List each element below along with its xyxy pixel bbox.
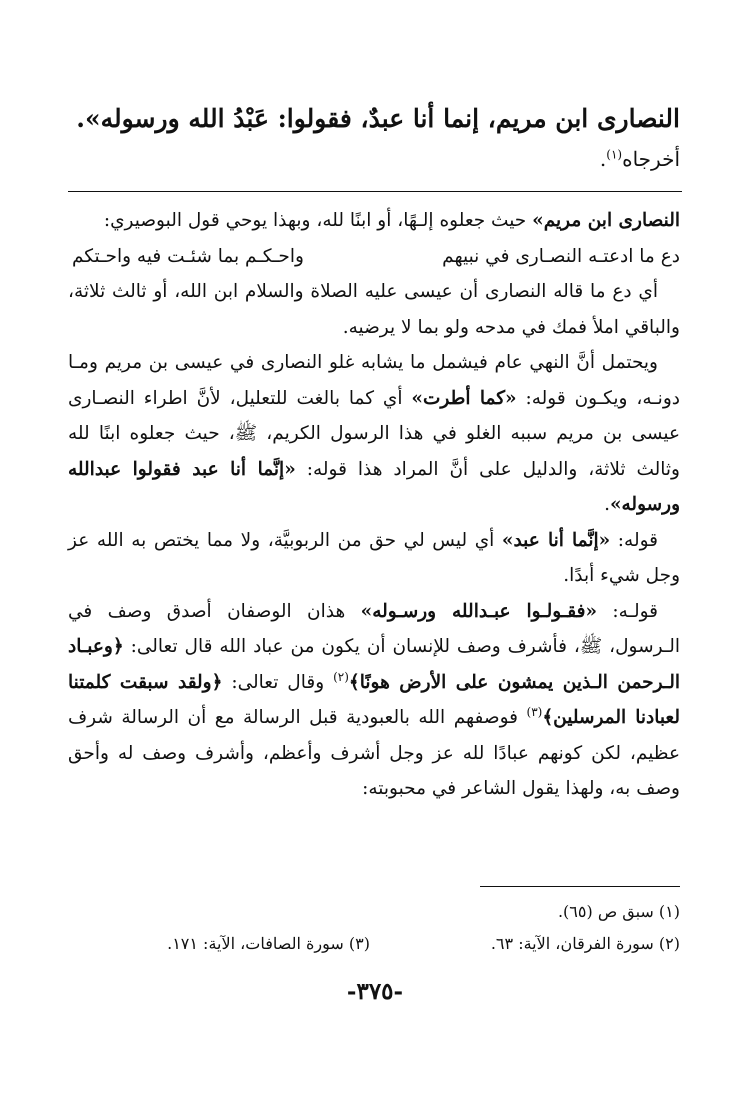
paragraph-text: أي ليس لي حق من الربوبيَّة، ولا مما يختص به الله عز وجل شيء أبدًا. [68, 529, 680, 586]
hadith-text: النصارى ابن مريم، إنما أنا عبدٌ، فقولوا: عَبْدُ الله ورسوله». [76, 104, 680, 133]
commentary-body [68, 203, 680, 807]
paragraph-text: أي كما بالغت للتعليل، لأنَّ اطراء النصـارى عيسى بن مريم سببه الغلو في هذا الرسول الكريم، ﷺ، حيث جعلوه ابنًا لله وثالث ثلاثة، والدليل على أنَّ المراد هذا قوله: [68, 387, 680, 480]
commentary-paragraph-2: أي دع ما قاله النصارى أن عيسى عليه الصلاة والسلام ابن الله، أو ثالث ثلاثة، والباقي املأ فمك في مدحه ولو بما لا يرضيه. [68, 281, 680, 338]
commentary-paragraph-3 [68, 345, 680, 523]
takhrij-text: أخرجاه [622, 147, 680, 171]
footnote-ref: (١) [606, 147, 623, 162]
quoted-phrase: «إنَّما أنا عبد» [501, 529, 611, 551]
paragraph-text: ويحتمل أنَّ النهي عام فيشمل ما يشابه غلو النصارى في عيسى بن مريم ومـا دونـه، ويكـون قوله: [68, 352, 680, 409]
footnote-ref: (٢) [333, 669, 349, 684]
poetry-verse [68, 239, 680, 275]
verse-second-hemistich: واحـكـم بما شئـت فيه واحـتكم [72, 245, 304, 267]
quran-verse: ﴿وعبـاد الـرحمن الـذين يمشون على الأرض هونًا﴾ [68, 636, 681, 693]
quoted-phrase: النصارى ابن مريم» [532, 210, 680, 231]
paragraph-text: هذان الوصفان أصدق وصف في الـرسول، ﷺ، فأشرف وصف للإنسان أن يكون من عباد الله قال تعالى: [68, 600, 680, 657]
paragraph-text: فوصفهم الله بالعبودية قبل الرسالة مع أن الرسالة شرف عظيم، لكن كونهم عبادًا لله عز وجل أشرف وأعظم، وأشرف وصف له وأحق وصف به، ولهذا يقول الشاعر في محبوبته: [68, 707, 680, 799]
commentary-paragraph-4 [68, 523, 680, 594]
paragraph-text: قوله: [610, 529, 658, 551]
quoted-phrase: «كما أطرت» [411, 387, 517, 409]
footnote-2: (٢) سورة الفرقان، الآية: ٦٣. [490, 934, 680, 953]
quran-verse: ﴿ولقد سبقت كلمتنا لعبادنا المرسلين﴾ [68, 671, 680, 728]
paragraph-text: حيث جعلوه إلـهًا، أو ابنًا لله، وبهذا يوحي قول البوصيري: [103, 210, 533, 231]
footnote-ref: (٣) [526, 704, 543, 719]
commentary-paragraph-5 [68, 594, 680, 807]
footnote-divider [480, 886, 680, 887]
takhrij-end: . [599, 147, 607, 171]
paragraph-text: . [604, 494, 610, 515]
footnote-3: (٣) سورة الصافات، الآية: ١٧١. [167, 934, 370, 953]
page-number: -٣٧٥- [346, 978, 404, 1005]
verse-first-hemistich: دع ما ادعتـه النصـارى في نبيهم [442, 245, 680, 267]
takhrij-line [600, 144, 680, 174]
commentary-paragraph-1 [68, 203, 680, 239]
quoted-phrase: «إنَّما أنا عبد فقولوا عبدالله ورسوله» [68, 458, 680, 515]
quoted-phrase: «فقـولـوا عبـدالله ورسـوله» [360, 600, 598, 622]
paragraph-text: قولـه: [597, 600, 658, 622]
footnote-1: (١) سبق ص (٦٥). [557, 902, 680, 921]
paragraph-text: وقال تعالى: [222, 671, 334, 693]
section-divider [68, 191, 682, 192]
